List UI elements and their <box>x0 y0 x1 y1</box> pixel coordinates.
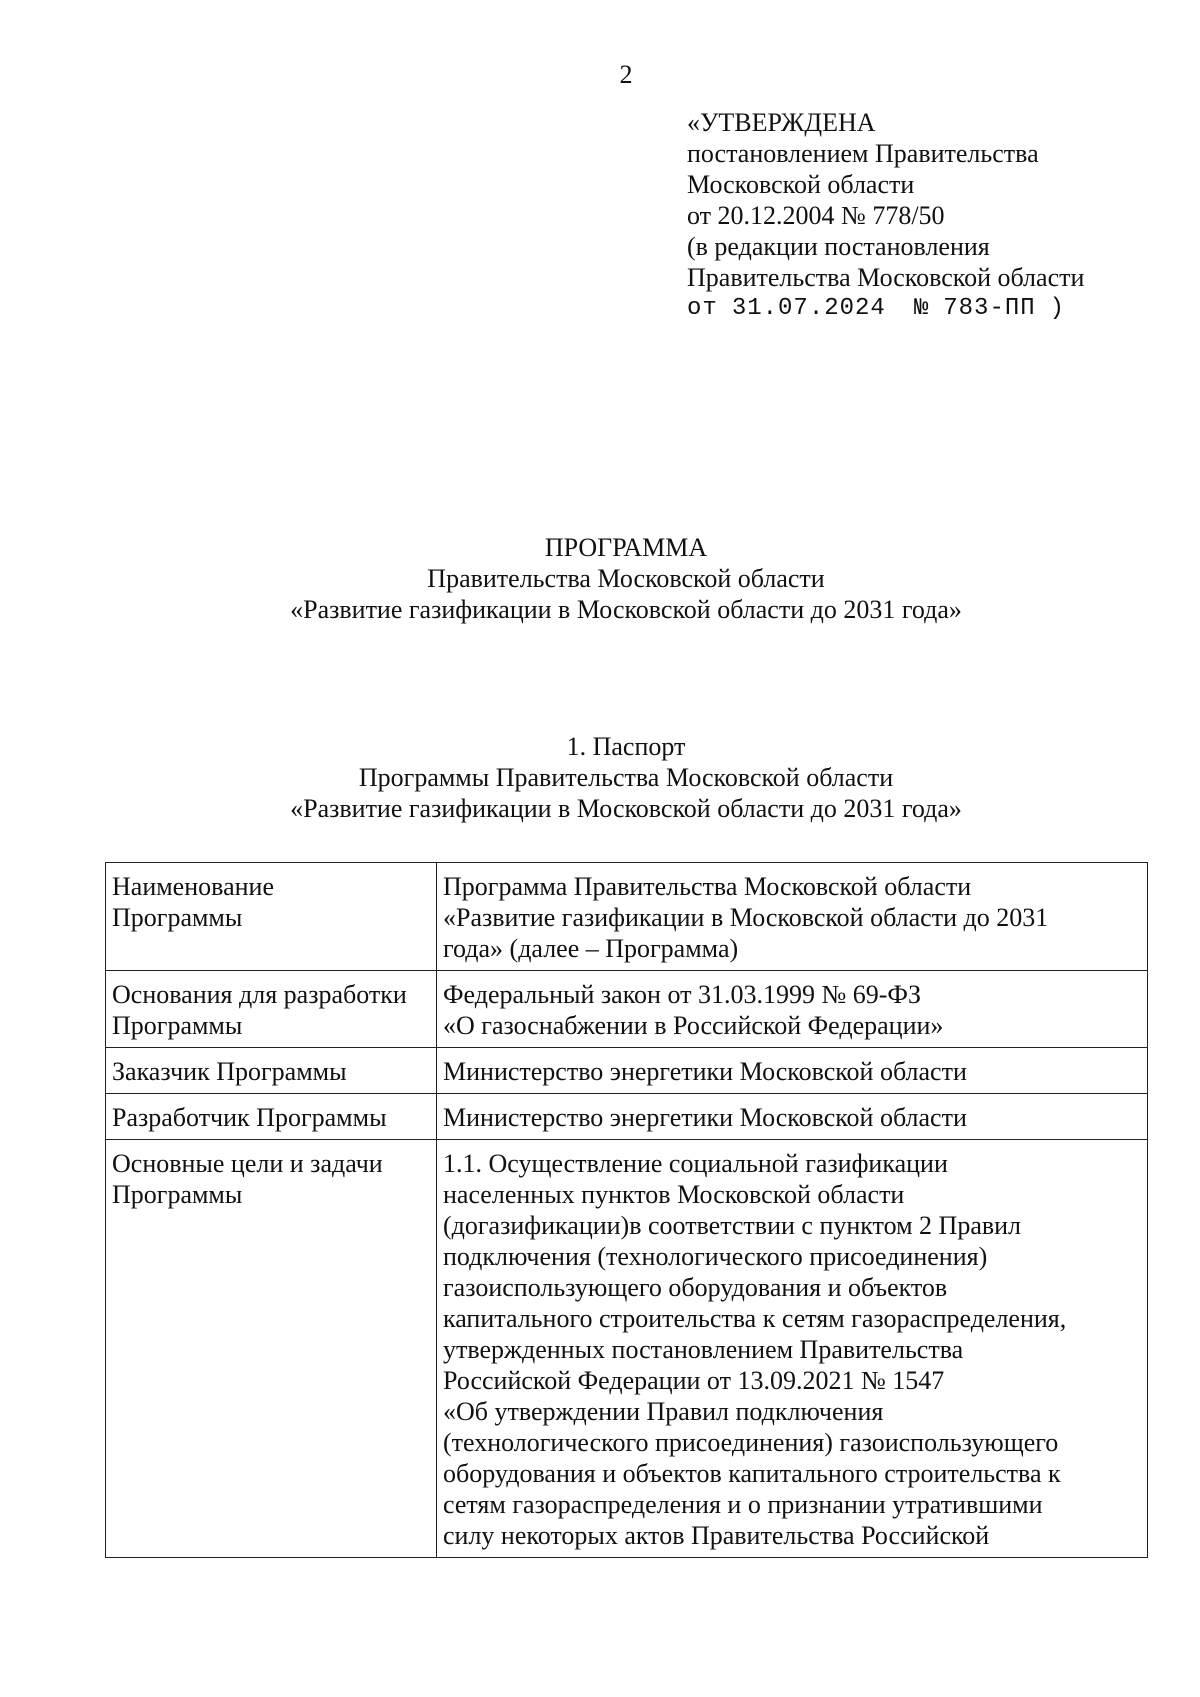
row-label-text: Программы <box>112 1180 243 1209</box>
row-value-text: (технологического присоединения) газоиспользующего <box>443 1428 1059 1457</box>
page-number: 2 <box>619 60 633 89</box>
edition-number-sign: № <box>913 295 930 322</box>
row-label-text: Основания для разработки <box>112 980 407 1009</box>
approval-line: от 20.12.2004 № 778/50 <box>687 201 945 230</box>
row-value-text: (догазификации)в соответствии с пунктом 2 Правил <box>443 1211 1022 1240</box>
row-value-cell <box>437 1094 1148 1140</box>
row-value-text: Российской Федерации от 13.09.2021 № 1547 <box>443 1366 945 1395</box>
approval-line: постановлением Правительства <box>687 139 1039 168</box>
passport-title <box>0 731 1200 824</box>
table-row <box>106 1140 1148 1558</box>
row-value-cell <box>437 863 1148 971</box>
row-label-text: Программы <box>112 903 243 932</box>
row-value-text: Федеральный закон от 31.03.1999 № 69-ФЗ <box>443 980 921 1009</box>
row-value-cell <box>437 1048 1148 1094</box>
row-label-text: Разработчик Программы <box>112 1103 387 1132</box>
row-label-cell <box>106 863 437 971</box>
table-row <box>106 1048 1148 1094</box>
row-value-text: Министерство энергетики Московской области <box>443 1103 967 1132</box>
program-title <box>0 532 1200 625</box>
row-label-text: Программы <box>112 1011 243 1040</box>
row-value-cell <box>437 1140 1148 1558</box>
passport-title-line: «Развитие газификации в Московской области до 2031 года» <box>290 794 962 823</box>
approval-line: Московской области <box>687 170 915 199</box>
program-title-line: Правительства Московской области <box>427 564 825 593</box>
approval-line: «УТВЕРЖДЕНА <box>687 108 876 137</box>
row-value-text: утвержденных постановлением Правительства <box>443 1335 964 1364</box>
row-value-text: населенных пунктов Московской области <box>443 1180 905 1209</box>
row-value-text: Программа Правительства Московской области <box>443 872 972 901</box>
row-value-cell <box>437 971 1148 1048</box>
row-value-text: «Развитие газификации в Московской области до 2031 <box>443 903 1049 932</box>
row-value-text: оборудования и объектов капитального строительства к <box>443 1459 1061 1488</box>
row-label-text: Наименование <box>112 872 274 901</box>
row-value-text: силу некоторых актов Правительства Российской <box>443 1521 990 1550</box>
edition-suffix: ) <box>1049 295 1066 322</box>
row-value-text: «О газоснабжении в Российской Федерации» <box>443 1011 944 1040</box>
table-row <box>106 863 1148 971</box>
program-title-line: «Развитие газификации в Московской области до 2031 года» <box>290 595 962 624</box>
row-label-cell <box>106 1048 437 1094</box>
edition-prefix: от <box>687 295 718 322</box>
passport-title-line: Программы Правительства Московской области <box>358 763 894 792</box>
row-value-text: капитального строительства к сетям газораспределения, <box>443 1304 1067 1333</box>
passport-table <box>105 862 1148 1558</box>
row-value-text: газоиспользующего оборудования и объектов <box>443 1273 948 1302</box>
row-value-text: сетям газораспределения и о признании утратившими <box>443 1490 1043 1519</box>
row-value-text: Министерство энергетики Московской области <box>443 1057 967 1086</box>
table-row <box>106 971 1148 1048</box>
row-label-cell <box>106 971 437 1048</box>
row-value-text: 1.1. Осуществление социальной газификации <box>443 1149 948 1178</box>
approval-stamp-block <box>687 107 1084 324</box>
row-value-text: «Об утверждении Правил подключения <box>443 1397 884 1426</box>
table-row <box>106 1094 1148 1140</box>
passport-title-line: 1. Паспорт <box>566 732 686 761</box>
row-value-text: подключения (технологического присоединения) <box>443 1242 988 1271</box>
approval-line: Правительства Московской области <box>687 263 1085 292</box>
row-label-cell <box>106 1094 437 1140</box>
edition-date: 31.07.2024 <box>731 295 886 322</box>
row-label-cell <box>106 1140 437 1558</box>
approval-edition-line <box>687 293 1084 324</box>
row-label-text: Основные цели и задачи <box>112 1149 383 1178</box>
program-title-line: ПРОГРАММА <box>544 533 708 562</box>
approval-line: (в редакции постановления <box>687 232 990 261</box>
edition-number: 783-ПП <box>943 295 1036 322</box>
row-label-text: Заказчик Программы <box>112 1057 347 1086</box>
row-value-text: года» (далее – Программа) <box>443 934 739 963</box>
